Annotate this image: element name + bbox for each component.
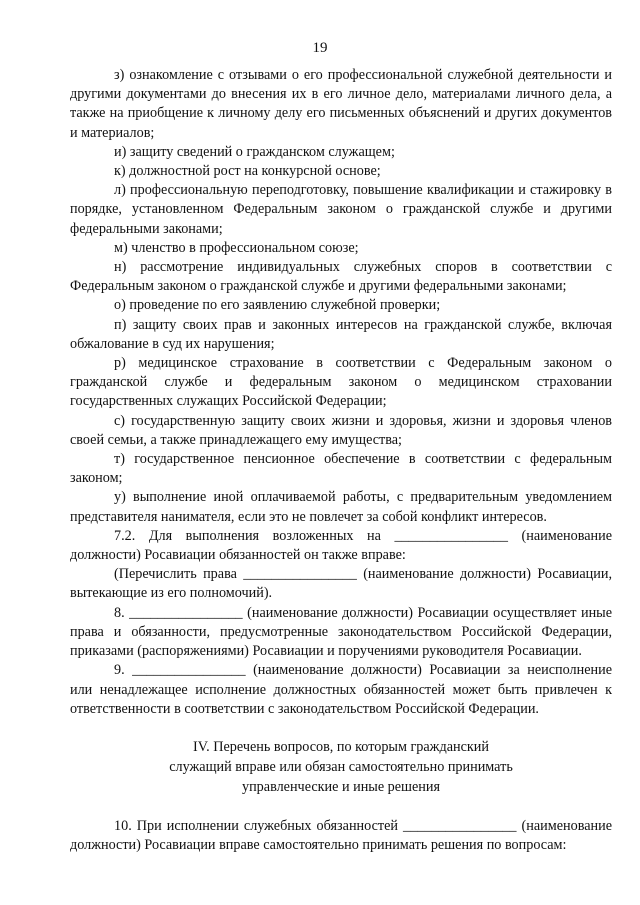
paragraph-9: 9. ________________ (наименование должности) Росавиации за неисполнение или ненадлежащее исполнение должностных обязанностей может быть привлечен к ответственности в соответствии с законодательством Российской Федерации. — [70, 662, 612, 717]
document-body — [70, 66, 612, 855]
paragraph-u: у) выполнение иной оплачиваемой работы, с предварительным уведомлением представителя нанимателя, если это не повлечет за собой конфликт интересов. — [70, 489, 612, 525]
paragraph-m: м) членство в профессиональном союзе; — [114, 239, 359, 256]
section-heading — [70, 737, 612, 797]
paragraph-s: с) государственную защиту своих жизни и здоровья, жизни и здоровья членов своей семьи, а также принадлежащего ему имущества; — [70, 412, 612, 448]
paragraph-p: п) защиту своих прав и законных интересов на гражданской службе, включая обжалование в суд их нарушения; — [70, 316, 612, 352]
paragraph-k: к) должностной рост на конкурсной основе; — [114, 163, 381, 180]
paragraph-n: н) рассмотрение индивидуальных служебных споров в соответствии с Федеральным законом о гражданской службе и другими федеральными законами; — [70, 259, 612, 295]
paragraph-i: и) защиту сведений о гражданском служащем; — [114, 143, 395, 160]
section-heading-line-1: IV. Перечень вопросов, по которым гражданский — [193, 738, 489, 755]
paragraph-l: л) профессиональную переподготовку, повышение квалификации и стажировку в порядке, установленном Федеральным законом о гражданской службе и другими федеральными законами; — [70, 182, 612, 237]
paragraph-r: р) медицинское страхование в соответствии с Федеральным законом о гражданской службе и федеральным законом о медицинском страховании государственных служащих Российской Федерации; — [70, 355, 612, 410]
page-number: 19 — [312, 40, 328, 56]
section-heading-line-3: управленческие и иные решения — [242, 778, 440, 795]
paragraph-8: 8. ________________ (наименование должности) Росавиации осуществляет иные права и обязанности, предусмотренные законодательством Российской Федерации, приказами (распоряжениями) Росавиации и поручениями руководителя Росавиации. — [70, 604, 612, 660]
paragraph-10: 10. При исполнении служебных обязанностей ________________ (наименование должности) Росавиации вправе самостоятельно принимать решения по вопросам: — [70, 817, 612, 854]
paragraph-rights-list: (Перечислить права ________________ (наименование должности) Росавиации, вытекающие из его полномочий). — [70, 566, 612, 602]
paragraph-z: з) ознакомление с отзывами о его профессиональной служебной деятельности и другими документами до внесения их в его личное дело, материалами личного дела, а также на приобщение к личному делу его письменных объяснений и других документов и материалов; — [70, 67, 612, 141]
paragraph-7-2: 7.2. Для выполнения возложенных на ________________ (наименование должности) Росавиации обязанностей он также вправе: — [70, 527, 612, 564]
paragraph-t: т) государственное пенсионное обеспечение в соответствии с федеральным законом; — [70, 451, 612, 487]
paragraph-o: о) проведение по его заявлению служебной проверки; — [114, 297, 441, 314]
section-heading-line-2: служащий вправе или обязан самостоятельно принимать — [169, 758, 513, 775]
